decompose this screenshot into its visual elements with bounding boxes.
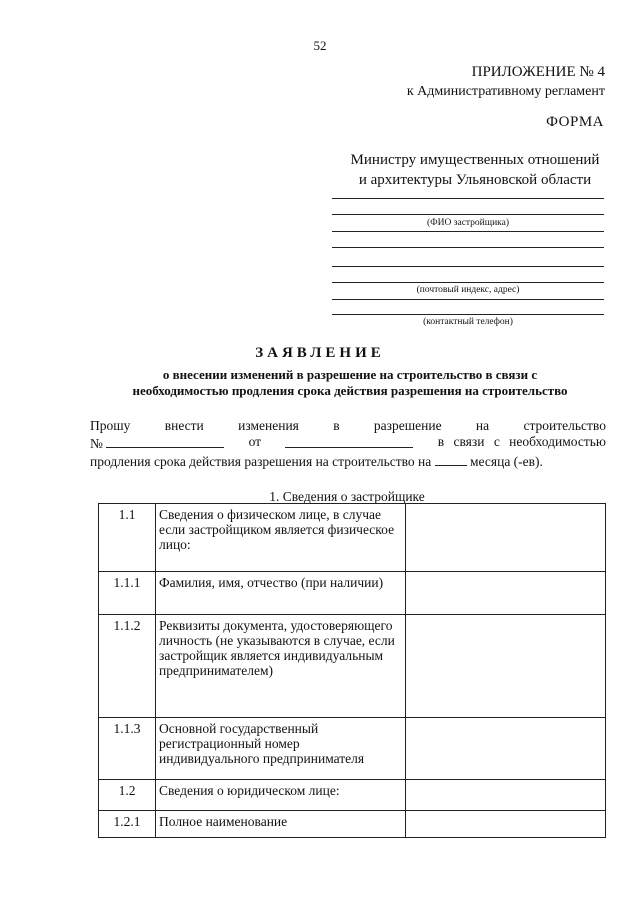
months-blank[interactable] [435, 452, 467, 466]
form-label: ФОРМА [546, 114, 604, 130]
statement-subtitle-line-2: необходимостью продления срока действия разрешения на строительство [132, 383, 568, 398]
word: изменения [238, 418, 299, 433]
row-value-cell[interactable] [406, 780, 606, 811]
fio-line-3[interactable] [332, 231, 604, 232]
row-label: Полное наименование [156, 811, 406, 838]
addressee-line-2: и архитектуры Ульяновской области [358, 172, 592, 188]
row-number: 1.1.2 [99, 615, 156, 718]
row-label: Реквизиты документа, удостоверяющего личность (не указываются в случае, если застройщик является индивидуальным предпринимателем) [156, 615, 406, 718]
address-line-3[interactable] [332, 299, 604, 300]
phone-caption: (контактный телефон) [423, 317, 513, 327]
statement-title: ЗАЯВЛЕНИЕ [255, 345, 385, 361]
word: в [333, 418, 340, 433]
row-value-cell[interactable] [406, 811, 606, 838]
appendix-title: ПРИЛОЖЕНИЕ № 4 [471, 64, 605, 80]
address-line-1[interactable] [332, 266, 604, 267]
word: Прошу [90, 418, 131, 433]
page-number: 52 [313, 38, 327, 53]
row-label: Сведения о физическом лице, в случае если застройщиком является физическое лицо: [156, 504, 406, 572]
word: на [475, 418, 490, 433]
addressee-line-1: Министру имущественных отношений [350, 152, 600, 168]
fio-line-2[interactable] [332, 214, 604, 215]
request-text [90, 418, 606, 470]
row-value-cell[interactable] [406, 718, 606, 780]
table-row [99, 504, 606, 572]
row-label: Фамилия, имя, отчество (при наличии) [156, 572, 406, 615]
row-number: 1.1 [99, 504, 156, 572]
appendix-subtitle: к Административному регламент [406, 84, 605, 99]
number-sign: № [90, 436, 103, 451]
row-value-cell[interactable] [406, 504, 606, 572]
row-value-cell[interactable] [406, 615, 606, 718]
row-value-cell[interactable] [406, 572, 606, 615]
fio-line-4[interactable] [332, 247, 604, 248]
fio-line-1[interactable] [332, 198, 604, 199]
row-number: 1.1.3 [99, 718, 156, 780]
row-number: 1.2.1 [99, 811, 156, 838]
request-line-3-end: месяца (-ев). [470, 454, 543, 469]
permit-date-blank[interactable] [285, 434, 413, 448]
table-row [99, 718, 606, 780]
addressee [330, 150, 620, 190]
request-line-3-start: продления срока действия разрешения на строительство на [90, 454, 432, 469]
permit-number-blank[interactable] [106, 434, 224, 448]
row-label: Основной государственный регистрационный номер индивидуального предпринимателя [156, 718, 406, 780]
request-line-3 [90, 452, 606, 470]
request-line-2 [90, 434, 606, 452]
statement-subtitle [60, 367, 640, 399]
address-line-2[interactable] [332, 282, 604, 283]
fio-caption: (ФИО застройщика) [426, 218, 510, 228]
statement-subtitle-line-1: о внесении изменений в разрешение на строительство в связи с [162, 367, 538, 382]
row-number: 1.2 [99, 780, 156, 811]
table-row [99, 780, 606, 811]
word: разрешение [373, 418, 442, 433]
ot-label: от [248, 434, 262, 449]
word: внести [164, 418, 204, 433]
request-line-1 [90, 418, 606, 434]
permit-date-field [249, 434, 261, 452]
phone-line[interactable] [332, 314, 604, 315]
table-row [99, 811, 606, 838]
word: строительство [523, 418, 606, 433]
row-label: Сведения о юридическом лице: [156, 780, 406, 811]
developer-info-table [98, 503, 606, 838]
row-number: 1.1.1 [99, 572, 156, 615]
permit-number-field [90, 434, 224, 452]
section-title: 1. Сведения о застройщике [269, 489, 425, 504]
address-caption: (почтовый индекс, адрес) [416, 285, 520, 295]
request-line-2-tail: в связи с необходимостью [437, 434, 606, 449]
table-row [99, 615, 606, 718]
table-row [99, 572, 606, 615]
